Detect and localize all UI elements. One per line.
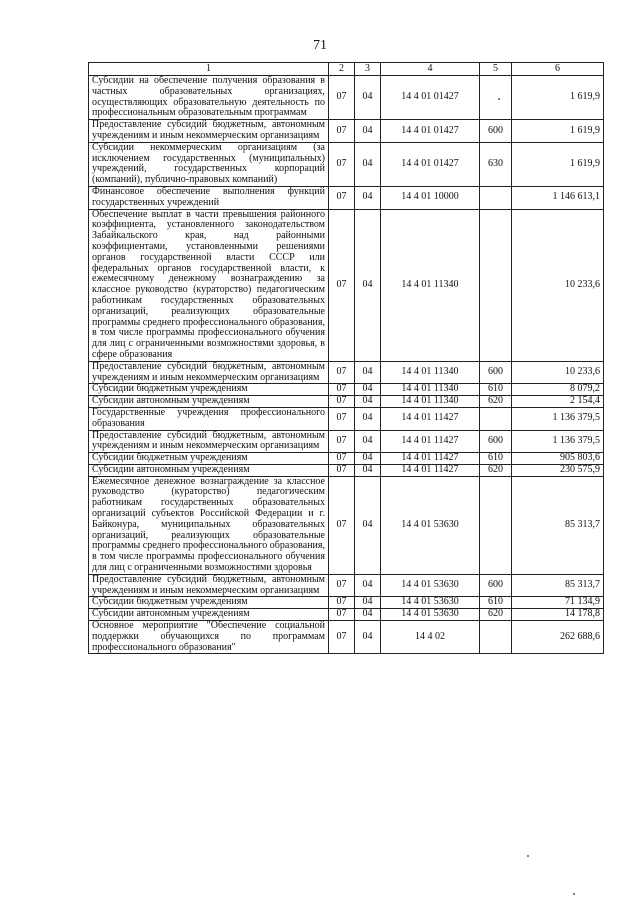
row-subsection: 04 (355, 407, 381, 430)
row-section: 07 (329, 209, 355, 361)
row-subsection: 04 (355, 396, 381, 408)
row-section: 07 (329, 186, 355, 209)
table-row (89, 453, 604, 465)
row-expense-type: 630 (480, 142, 512, 186)
column-header-4: 4 (381, 63, 480, 76)
table-row (89, 476, 604, 574)
row-description: Субсидии бюджетным учреждениям (89, 597, 329, 609)
row-description: Обеспечение выплат в части превышения районного коэффициента, установленного законодательством Забайкальского края, над районными коэффициентами, установленными решениями органов государственной власти СССР или федеральных органов государственной власти, к ежемесячному денежному вознаграждению за классное руководство (кураторство) педагогическим работникам государственных образовательных организаций, реализующих образовательные программы среднего профессионального образования, в том числе программы профессионального обучения для лиц с ограниченными возможностями здоровья, в сфере образования (89, 209, 329, 361)
row-section: 07 (329, 464, 355, 476)
row-description: Субсидии некоммерческим организациям (за исключением государственных (муниципальных) учреждений, государственных корпораций (компаний), публично-правовых компаний) (89, 142, 329, 186)
table-row (89, 574, 604, 597)
row-section: 07 (329, 396, 355, 408)
row-expense-type (480, 407, 512, 430)
row-target-article: 14 4 01 11340 (381, 384, 480, 396)
row-target-article: 14 4 01 11340 (381, 209, 480, 361)
row-expense-type: 620 (480, 609, 512, 621)
table-row (89, 609, 604, 621)
table-row (89, 597, 604, 609)
row-target-article: 14 4 01 11427 (381, 464, 480, 476)
row-description: Основное мероприятие "Обеспечение социальной поддержки обучающихся по программам профессионального образования" (89, 621, 329, 654)
row-section: 07 (329, 76, 355, 120)
row-target-article: 14 4 02 (381, 621, 480, 654)
row-subsection: 04 (355, 384, 381, 396)
row-amount: 1 619,9 (512, 76, 604, 120)
table-row (89, 396, 604, 408)
row-target-article: 14 4 01 01427 (381, 142, 480, 186)
row-subsection: 04 (355, 464, 381, 476)
row-section: 07 (329, 120, 355, 143)
row-section: 07 (329, 430, 355, 453)
row-description: Субсидии автономным учреждениям (89, 609, 329, 621)
row-subsection: 04 (355, 186, 381, 209)
table-row (89, 384, 604, 396)
row-section: 07 (329, 361, 355, 384)
row-subsection: 04 (355, 361, 381, 384)
column-header-6: 6 (512, 63, 604, 76)
row-subsection: 04 (355, 142, 381, 186)
row-description: Финансовое обеспечение выполнения функций государственных учреждений (89, 186, 329, 209)
row-subsection: 04 (355, 120, 381, 143)
table-row (89, 76, 604, 120)
table-row (89, 361, 604, 384)
row-description: Ежемесячное денежное вознаграждение за классное руководство (кураторство) педагогическим работникам государственных образовательных организаций субъектов Российской Федерации и г. Байконура, муниципальных образовательных организаций, реализующих образовательные программы среднего профессионального образования, в том числе программы профессионального обучения для лиц с ограниченными возможностями здоровья (89, 476, 329, 574)
row-amount: 2 154,4 (512, 396, 604, 408)
row-amount: 1 146 613,1 (512, 186, 604, 209)
row-description: Субсидии автономным учреждениям (89, 464, 329, 476)
table-header (89, 63, 604, 76)
row-expense-type: 620 (480, 464, 512, 476)
table-row (89, 430, 604, 453)
row-amount: 14 178,8 (512, 609, 604, 621)
row-subsection: 04 (355, 609, 381, 621)
column-header-3: 3 (355, 63, 381, 76)
row-subsection: 04 (355, 621, 381, 654)
row-target-article: 14 4 01 53630 (381, 476, 480, 574)
row-amount: 1 136 379,5 (512, 430, 604, 453)
row-amount: 71 134,9 (512, 597, 604, 609)
row-target-article: 14 4 01 10000 (381, 186, 480, 209)
table-row (89, 464, 604, 476)
page-number: 71 (313, 38, 327, 53)
row-subsection: 04 (355, 574, 381, 597)
table-body (89, 76, 604, 654)
row-expense-type (480, 621, 512, 654)
row-target-article: 14 4 01 53630 (381, 609, 480, 621)
row-description: Государственные учреждения профессионального образования (89, 407, 329, 430)
row-expense-type: 600 (480, 574, 512, 597)
row-target-article: 14 4 01 11427 (381, 453, 480, 465)
row-expense-type: 610 (480, 384, 512, 396)
row-expense-type: 600 (480, 430, 512, 453)
row-target-article: 14 4 01 01427 (381, 120, 480, 143)
row-description: Субсидии автономным учреждениям (89, 396, 329, 408)
table-row (89, 209, 604, 361)
row-description: Предоставление субсидий бюджетным, автономным учреждениям и иным некоммерческим организациям (89, 430, 329, 453)
row-amount: 262 688,6 (512, 621, 604, 654)
scan-speck (573, 893, 575, 895)
row-description: Субсидии бюджетным учреждениям (89, 453, 329, 465)
row-subsection: 04 (355, 209, 381, 361)
row-subsection: 04 (355, 76, 381, 120)
row-section: 07 (329, 621, 355, 654)
scan-speck (498, 98, 500, 100)
row-section: 07 (329, 142, 355, 186)
row-amount: 1 136 379,5 (512, 407, 604, 430)
row-expense-type: 600 (480, 120, 512, 143)
column-header-5: 5 (480, 63, 512, 76)
row-expense-type: 600 (480, 361, 512, 384)
row-target-article: 14 4 01 53630 (381, 574, 480, 597)
row-target-article: 14 4 01 11427 (381, 407, 480, 430)
row-amount: 8 079,2 (512, 384, 604, 396)
row-amount: 905 803,6 (512, 453, 604, 465)
row-amount: 85 313,7 (512, 476, 604, 574)
row-amount: 85 313,7 (512, 574, 604, 597)
row-amount: 1 619,9 (512, 142, 604, 186)
row-expense-type: 620 (480, 396, 512, 408)
table-row (89, 186, 604, 209)
table-row (89, 407, 604, 430)
scan-speck (527, 855, 529, 857)
row-subsection: 04 (355, 597, 381, 609)
table-row (89, 142, 604, 186)
row-section: 07 (329, 476, 355, 574)
row-description: Предоставление субсидий бюджетным, автономным учреждениям и иным некоммерческим организациям (89, 574, 329, 597)
table-row (89, 120, 604, 143)
row-expense-type: 610 (480, 597, 512, 609)
row-section: 07 (329, 609, 355, 621)
budget-table (88, 62, 604, 654)
row-target-article: 14 4 01 11340 (381, 396, 480, 408)
row-amount: 230 575,9 (512, 464, 604, 476)
row-description: Субсидии бюджетным учреждениям (89, 384, 329, 396)
row-target-article: 14 4 01 11340 (381, 361, 480, 384)
row-subsection: 04 (355, 453, 381, 465)
row-amount: 10 233,6 (512, 361, 604, 384)
column-header-2: 2 (329, 63, 355, 76)
row-subsection: 04 (355, 476, 381, 574)
row-section: 07 (329, 384, 355, 396)
row-target-article: 14 4 01 11427 (381, 430, 480, 453)
row-expense-type (480, 476, 512, 574)
row-amount: 1 619,9 (512, 120, 604, 143)
column-header-1: 1 (89, 63, 329, 76)
header-row (89, 63, 604, 76)
row-expense-type (480, 186, 512, 209)
row-target-article: 14 4 01 01427 (381, 76, 480, 120)
row-section: 07 (329, 407, 355, 430)
row-description: Субсидии на обеспечение получения образования в частных образовательных организациях, осуществляющих образовательную деятельность по профессиональным образовательным программам (89, 76, 329, 120)
row-description: Предоставление субсидий бюджетным, автономным учреждениям и иным некоммерческим организациям (89, 361, 329, 384)
row-expense-type (480, 209, 512, 361)
row-subsection: 04 (355, 430, 381, 453)
row-section: 07 (329, 597, 355, 609)
row-section: 07 (329, 574, 355, 597)
row-description: Предоставление субсидий бюджетным, автономным учреждениям и иным некоммерческим организациям (89, 120, 329, 143)
row-expense-type: 610 (480, 453, 512, 465)
row-target-article: 14 4 01 53630 (381, 597, 480, 609)
row-amount: 10 233,6 (512, 209, 604, 361)
row-expense-type (480, 76, 512, 120)
row-section: 07 (329, 453, 355, 465)
table-row (89, 621, 604, 654)
